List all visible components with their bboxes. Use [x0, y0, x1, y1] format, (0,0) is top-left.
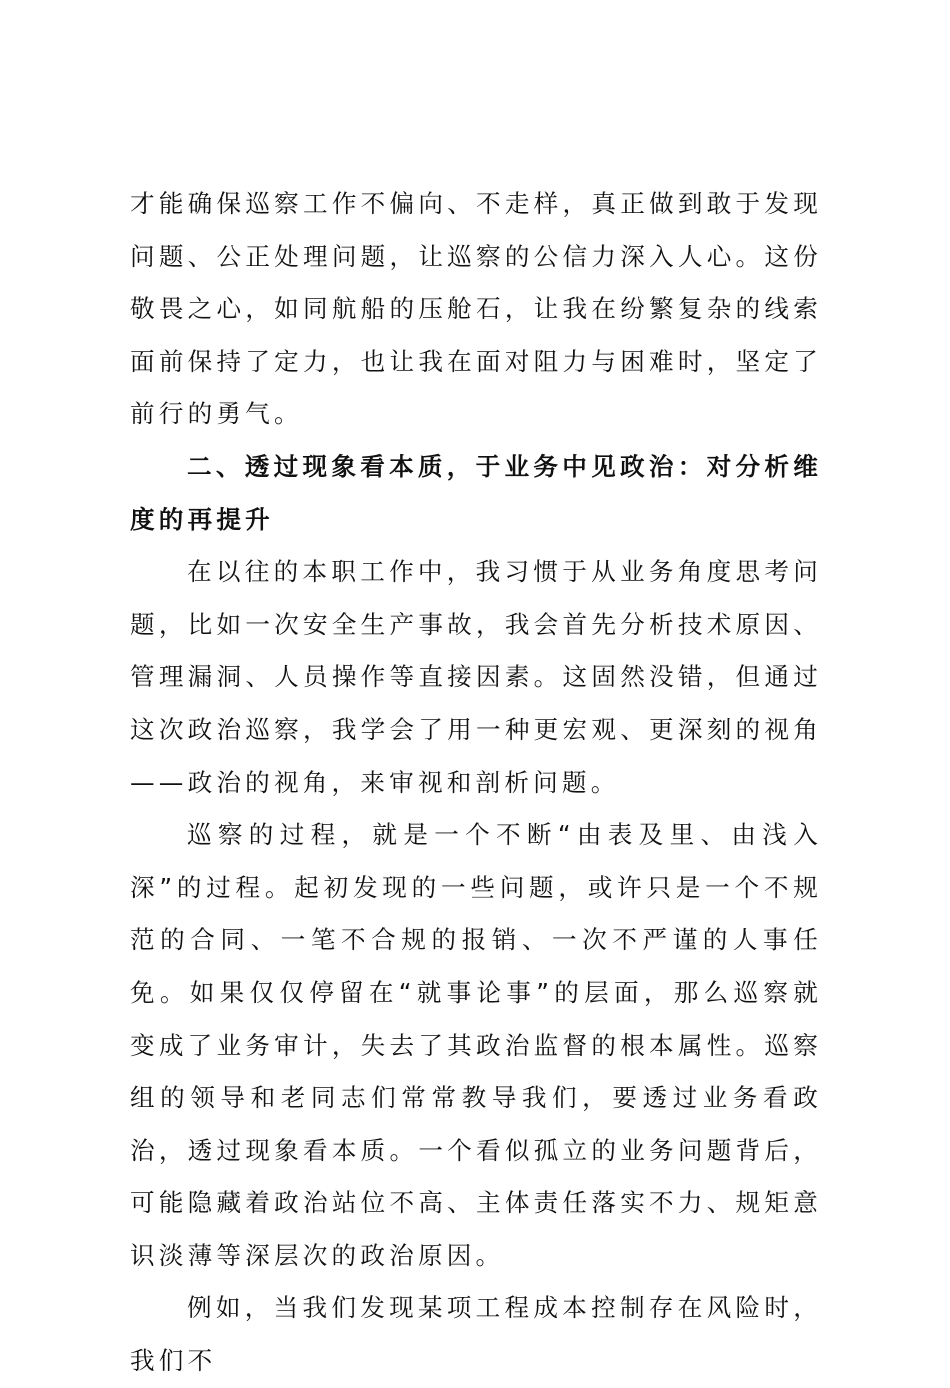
document-page	[130, 178, 822, 1388]
paragraph-body: 例如，当我们发现某项工程成本控制存在风险时，我们不	[130, 1293, 822, 1376]
paragraph-body: 巡察的过程，就是一个不断“由表及里、由浅入深”的过程。起初发现的一些问题，或许只是一个不规范的合同、一笔不合规的报销、一次不严谨的人事任免。如果仅仅停留在“就事论事”的层面，那么巡察就变成了业务审计，失去了其政治监督的根本属性。巡察组的领导和老同志们常常教导我们，要透过业务看政治，透过现象看本质。一个看似孤立的业务问题背后，可能隐藏着政治站位不高、主体责任落实不力、规矩意识淡薄等深层次的政治原因。	[130, 820, 822, 1270]
paragraph-body: 在以往的本职工作中，我习惯于从业务角度思考问题，比如一次安全生产事故，我会首先分析技术原因、管理漏洞、人员操作等直接因素。这固然没错，但通过这次政治巡察，我学会了用一种更宏观、更深刻的视角——政治的视角，来审视和剖析问题。	[130, 557, 822, 797]
section-heading: 二、透过现象看本质，于业务中见政治：对分析维度的再提升	[130, 451, 822, 534]
paragraph-continuation: 才能确保巡察工作不偏向、不走样，真正做到敢于发现问题、公正处理问题，让巡察的公信力深入人心。这份敬畏之心，如同航船的压舱石，让我在纷繁复杂的线索面前保持了定力，也让我在面对阻力与困难时，坚定了前行的勇气。	[130, 189, 822, 429]
